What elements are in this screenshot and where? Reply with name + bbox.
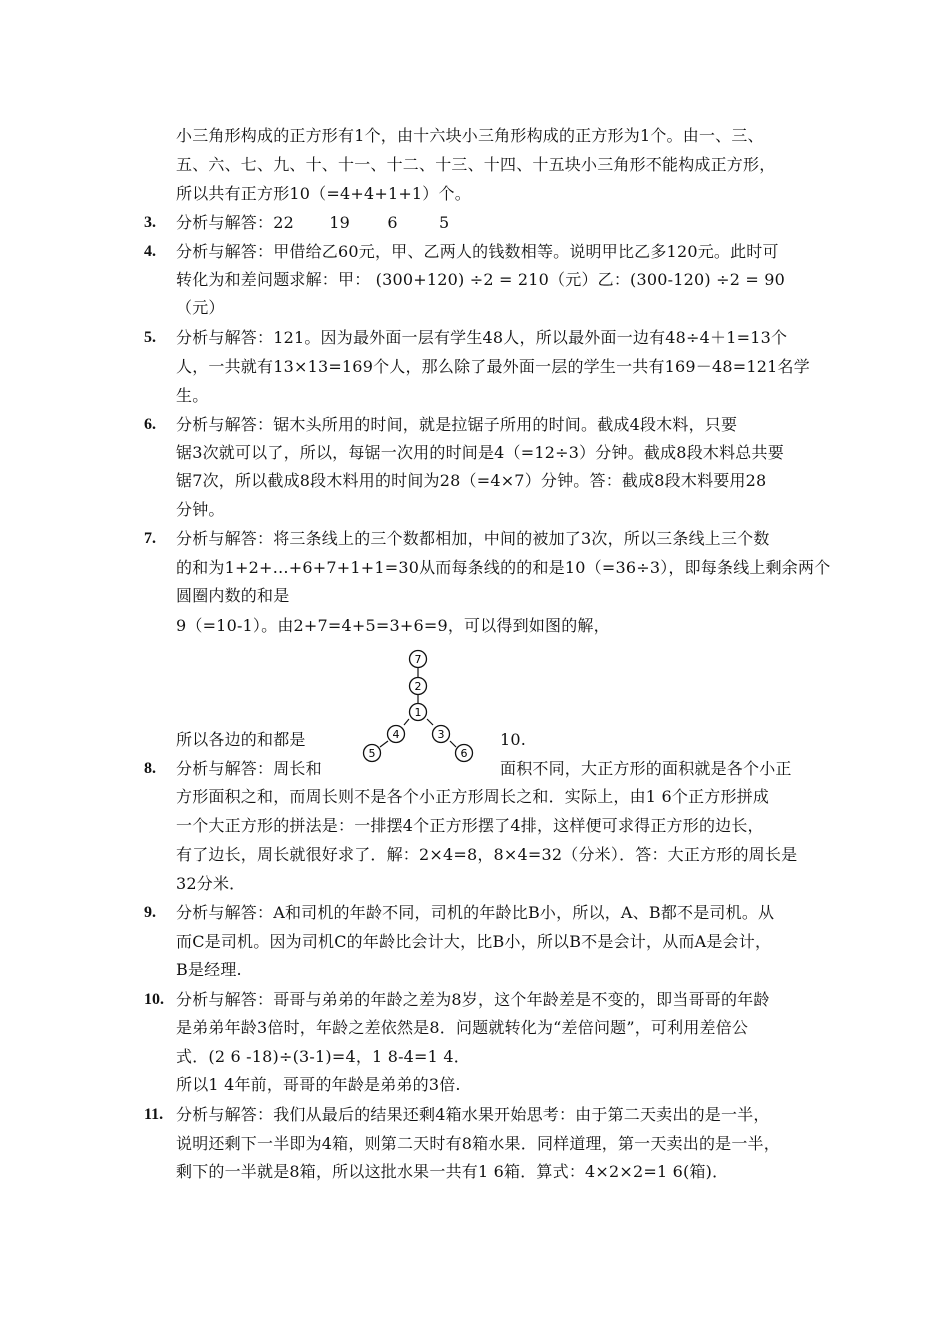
answer-value: 19 <box>329 213 351 232</box>
circle-number: 2 <box>414 680 422 693</box>
answer-line: 圆圈内数的和是 <box>176 586 290 605</box>
answer-line: 说明还剩下一半即为4箱，则第二天时有8箱水果．同样道理，第一天卖出的是一半， <box>176 1134 780 1153</box>
item-number: 9. <box>144 904 156 921</box>
answer-line: 分析与解答：121。因为最外面一层有学生48人，所以最外面一边有48÷4＋1=13个 <box>176 328 788 347</box>
answer-line: 生。 <box>176 386 209 405</box>
item-number: 7. <box>144 530 156 547</box>
answer-line: 32分米． <box>176 874 246 893</box>
intro-line: 小三角形构成的正方形有1个，由十六块小三角形构成的正方形为1个。由一、三、 <box>176 126 764 145</box>
answer-line: 是弟弟年龄3倍时，年龄之差依然是8．问题就转化为“差倍问题”，可利用差倍公 <box>176 1018 749 1037</box>
item-number: 6. <box>144 416 156 433</box>
answer-line: 锯7次，所以截成8段木料用的时间为28（=4×7）分钟。答：截成8段木料要用28 <box>176 471 767 490</box>
answer-line: 分析与解答：甲借给乙60元，甲、乙两人的钱数相等。说明甲比乙多120元。此时可 <box>176 242 779 261</box>
item-number: 4. <box>144 243 156 260</box>
circle-number: 4 <box>392 728 400 741</box>
circle-left-inner <box>388 726 405 743</box>
answer-line: 分析与解答：锯木头所用的时间，就是拉锯子所用的时间。截成4段木料，只要 <box>176 415 738 434</box>
circle-number: 6 <box>460 747 468 760</box>
answer-line: 所以各边的和都是 <box>176 730 306 749</box>
circle-top <box>410 651 427 668</box>
answer-line: 有了边长，周长就很好求了．解：2×4=8，8×4=32（分米）．答：大正方形的周长是 <box>176 845 798 864</box>
answer-line: 一个大正方形的拼法是：一排摆4个正方形摆了4排，这样便可求得正方形的边长， <box>176 816 764 835</box>
answer-line: 而C是司机。因为司机C的年龄比会计大，比B小，所以B不是会计，从而A是会计， <box>176 932 772 951</box>
answer-line: 的和为1+2+…+6+7+1+1=30从而每条线的的和是10（=36÷3），即每条线上剩余两个 <box>176 558 831 577</box>
answer-line: 方形面积之和，而周长则不是各个小正方形周长之和．实际上，由1 6个正方形拼成 <box>176 787 770 806</box>
circle-number: 7 <box>414 653 422 666</box>
circle-number: 3 <box>437 728 445 741</box>
answer-text: 分析与解答：22 <box>176 213 294 232</box>
circle-right-outer <box>456 745 473 762</box>
answer-line: B是经理. <box>176 960 242 979</box>
intro-line: 所以共有正方形10（=4+4+1+1）个。 <box>176 184 471 203</box>
answer-line: 剩下的一半就是8箱，所以这批水果一共有1 6箱．算式：4×2×2=1 6(箱)． <box>176 1162 729 1181</box>
answer-line: 分析与解答：A和司机的年龄不同，司机的年龄比B小，所以，A、B都不是司机。从 <box>176 903 775 922</box>
answer-line: 面积不同，大正方形的面积就是各个小正 <box>500 759 792 778</box>
circle-left-outer <box>364 745 381 762</box>
answer-line: （元） <box>176 298 225 317</box>
answer-value: 6 <box>387 213 398 232</box>
item-number: 3. <box>144 214 156 231</box>
circle-right-inner <box>433 726 450 743</box>
answer-line: 分析与解答：我们从最后的结果还剩4箱水果开始思考：由于第二天卖出的是一半， <box>176 1105 770 1124</box>
intro-line: 五、六、七、九、十、十一、十二、十三、十四、十五块小三角形不能构成正方形， <box>176 155 776 174</box>
answer-line: 分钟。 <box>176 500 225 519</box>
circle-number: 1 <box>414 706 422 719</box>
answer-line: 式．(2 6 -18)÷(3-1)=4，1 8-4=1 4． <box>176 1047 470 1066</box>
answer-line: 转化为和差问题求解：甲： (300+120) ÷2 = 210（元）乙：(300-120) ÷2 = 90 <box>176 270 786 289</box>
answer-line: 锯3次就可以了，所以，每锯一次用的时间是4（=12÷3）分钟。截成8段木料总共要 <box>176 443 784 462</box>
answer-line <box>176 213 449 233</box>
answer-value: 5 <box>439 213 450 232</box>
answer-line: 所以1 4年前，哥哥的年龄是弟弟的3倍. <box>176 1075 461 1094</box>
answer-line: 9（=10-1）。由2+7=4+5=3+6=9，可以得到如图的解， <box>176 616 610 635</box>
answer-line: 人，一共就有13×13=169个人，那么除了最外面一层的学生一共有169－48=121名学 <box>176 357 810 376</box>
number-circle-diagram <box>350 648 490 770</box>
answer-line: 10. <box>500 730 527 749</box>
circle-number: 5 <box>368 747 376 760</box>
answer-line: 分析与解答：周长和 <box>176 759 322 778</box>
item-number: 8. <box>144 760 156 777</box>
answer-line: 分析与解答：将三条线上的三个数都相加，中间的被加了3次，所以三条线上三个数 <box>176 529 770 548</box>
circle-center <box>410 704 427 721</box>
item-number: 5. <box>144 329 156 346</box>
item-number: 11. <box>144 1106 164 1123</box>
circle-upper <box>410 678 427 695</box>
answer-line: 分析与解答：哥哥与弟弟的年龄之差为8岁，这个年龄差是不变的，即当哥哥的年龄 <box>176 990 770 1009</box>
item-number: 10. <box>144 991 164 1008</box>
